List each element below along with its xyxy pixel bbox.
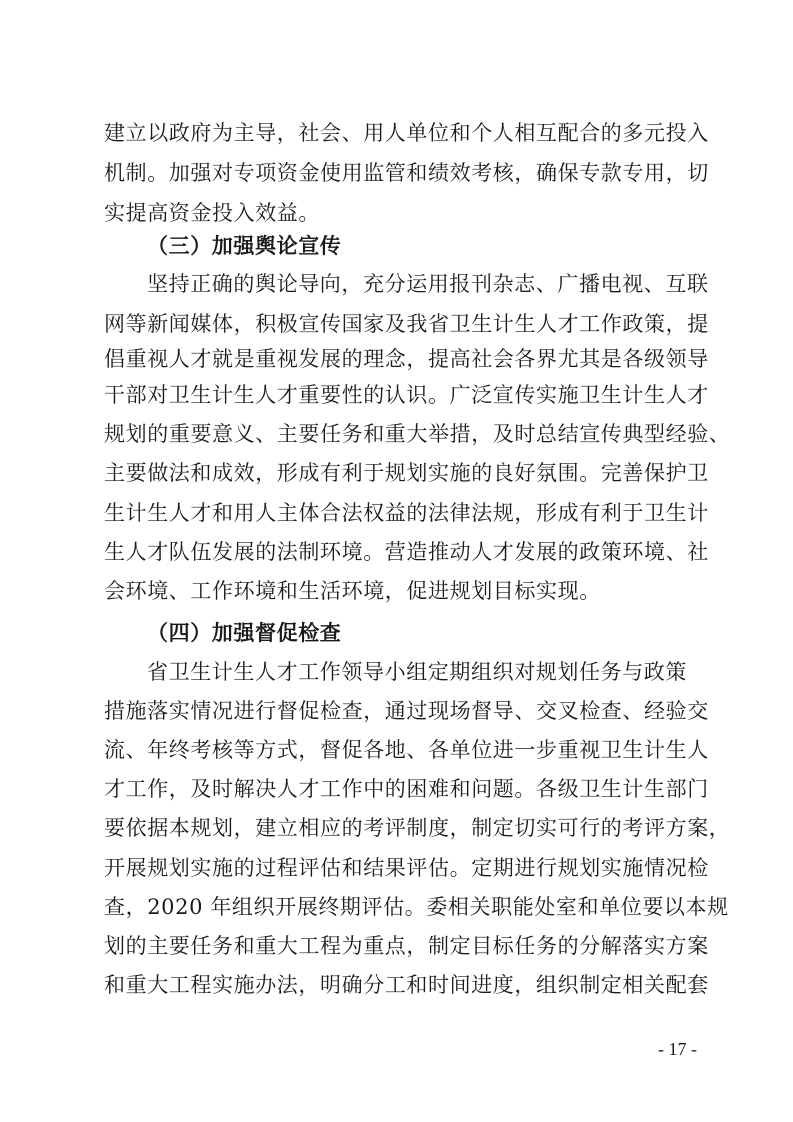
paragraph-line: 网等新闻媒体，积极宣传国家及我省卫生计生人才工作政策，提 (104, 312, 709, 336)
paragraph-line: 生计生人才和用人主体合法权益的法律法规，形成有利于卫生计 (104, 501, 709, 525)
paragraph-line: 会环境、工作环境和生活环境，促进规划目标实现。 (104, 579, 601, 603)
paragraph-line: 要依据本规划，建立相应的考评制度，制定切实可行的考评方案， (104, 816, 731, 840)
paragraph-line: 生人才队伍发展的法制环境。营造推动人才发展的政策环境、社 (104, 540, 709, 564)
paragraph-line: 规划的重要意义、主要任务和重大举措，及时总结宣传典型经验、 (104, 422, 731, 446)
paragraph-line: 划的主要任务和重大工程为重点，制定目标任务的分解落实方案 (104, 934, 709, 958)
paragraph-line: 开展规划实施的过程评估和结果评估。定期进行规划实施情况检 (104, 856, 709, 880)
paragraph-line: 倡重视人才就是重视发展的理念，提高社会各界尤其是各级领导 (104, 347, 709, 371)
paragraph-line: 查，2020 年组织开展终期评估。委相关职能处室和单位要以本规 (104, 895, 729, 919)
section-heading-3: （三）加强舆论宣传 (147, 233, 342, 258)
paragraph-line: 和重大工程实施办法，明确分工和时间进度，组织制定相关配套 (104, 973, 709, 997)
paragraph-line: 干部对卫生计生人才重要性的认识。广泛宣传实施卫生计生人才 (104, 383, 709, 407)
paragraph-line: 措施落实情况进行督促检查，通过现场督导、交叉检查、经验交 (104, 699, 709, 723)
paragraph-line: 才工作，及时解决人才工作中的困难和问题。各级卫生计生部门 (104, 777, 709, 801)
paragraph-line: 省卫生计生人才工作领导小组定期组织对规划任务与政策 (147, 660, 687, 684)
section-heading-4: （四）加强督促检查 (147, 620, 342, 645)
paragraph-line: 流、年终考核等方式，督促各地、各单位进一步重视卫生计生人 (104, 738, 709, 762)
paragraph-line: 实提高资金投入效益。 (104, 201, 320, 225)
page-number: - 17 - (658, 1039, 697, 1059)
paragraph-line: 坚持正确的舆论导向，充分运用报刊杂志、广播电视、互联 (147, 272, 709, 296)
paragraph-line: 主要做法和成效，形成有利于规划实施的良好氛围。完善保护卫 (104, 461, 709, 485)
paragraph-line: 机制。加强对专项资金使用监管和绩效考核，确保专款专用，切 (104, 161, 709, 185)
paragraph-line: 建立以政府为主导，社会、用人单位和个人相互配合的多元投入 (104, 121, 709, 145)
